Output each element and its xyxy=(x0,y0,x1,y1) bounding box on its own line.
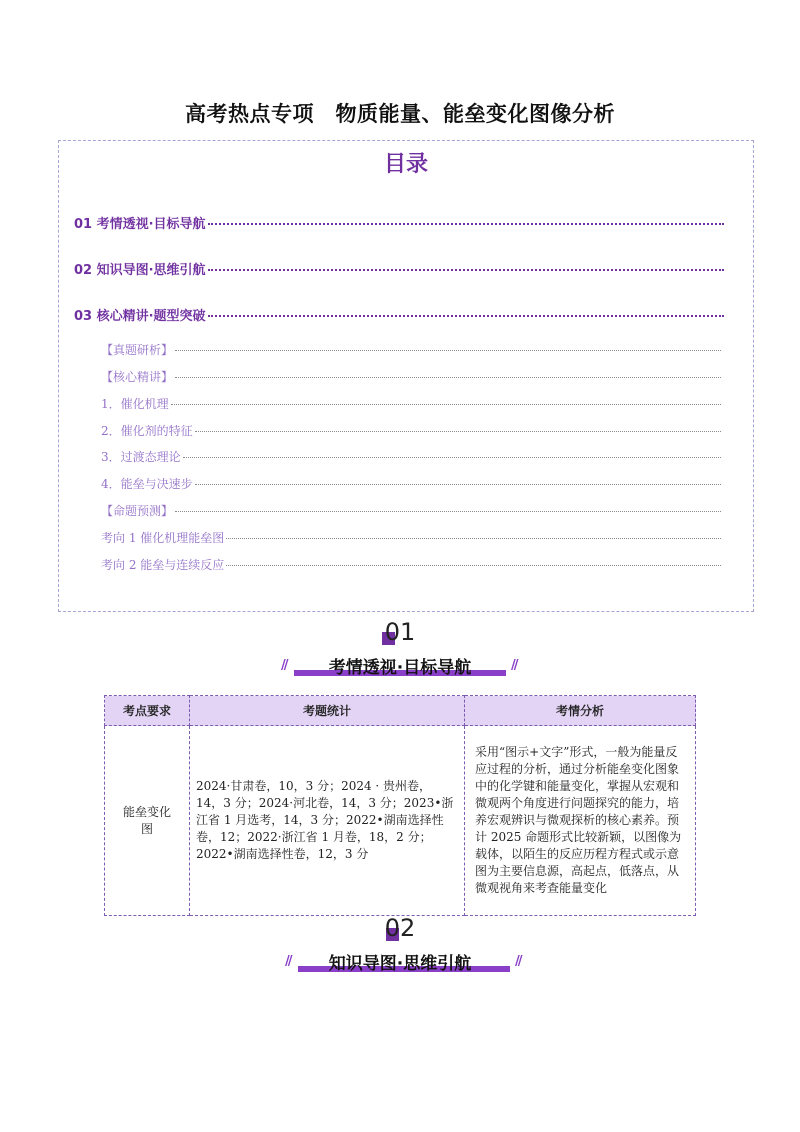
section-number: 01 xyxy=(384,618,416,646)
toc-sub-item[interactable]: 【核心精讲】 xyxy=(101,368,721,385)
toc-sub-item[interactable]: 考向 1 催化机理能垒图 xyxy=(101,529,721,546)
table-header: 考题统计 xyxy=(190,696,465,726)
slash-decoration-icon: // xyxy=(281,658,287,673)
toc-sub-item[interactable]: 2．催化剂的特征 xyxy=(101,422,721,439)
table-header: 考点要求 xyxy=(105,696,190,726)
slash-decoration-icon: // xyxy=(285,954,291,969)
toc-sub-item[interactable]: 考向 2 能垒与连续反应 xyxy=(101,556,721,573)
table-of-contents xyxy=(58,140,754,612)
table-header: 考情分析 xyxy=(465,696,696,726)
toc-heading: 目录 xyxy=(383,152,428,177)
slash-decoration-icon: // xyxy=(515,954,521,969)
toc-sub-item[interactable]: 1．催化机理 xyxy=(101,395,721,412)
toc-item-03[interactable]: 03 核心精讲·题型突破 xyxy=(74,305,724,324)
table-row xyxy=(105,726,696,916)
table-cell: 能垒变化图 xyxy=(105,726,190,916)
slash-decoration-icon: // xyxy=(511,658,517,673)
toc-item-02[interactable]: 02 知识导图·思维引航 xyxy=(74,259,724,278)
toc-sub-item[interactable]: 【真题研析】 xyxy=(101,341,721,358)
table-cell: 采用“图示+文字”形式，一般为能量反应过程的分析，通过分析能垒变化图象中的化学键和能量变化，掌握从宏观和微观两个角度进行问题探究的能力，培养宏观辨识与微观探析的核心素养。预计 2025 命题形式比较新颖，以图像为载体，以陌生的反应历程方程式或示意图为主要信息源，高起点，低落点，从微观视角来考查能量变化 xyxy=(465,726,696,916)
section-title: 知识导图·思维引航 xyxy=(328,954,472,974)
toc-item-01[interactable]: 01 考情透视·目标导航 xyxy=(74,213,724,232)
exam-analysis-table xyxy=(104,695,696,916)
toc-sub-item[interactable]: 4．能垒与决速步 xyxy=(101,475,721,492)
section-title: 考情透视·目标导航 xyxy=(328,658,472,678)
toc-sub-item[interactable]: 3．过渡态理论 xyxy=(101,448,721,465)
toc-sub-item[interactable]: 【命题预测】 xyxy=(101,502,721,519)
section-number: 02 xyxy=(384,914,416,942)
table-cell: 2024·甘肃卷，10，3 分；2024 · 贵州卷，14，3 分；2024·河北卷，14，3 分；2023•浙江省 1 月选考，14，3 分；2022•湖南选择性卷，12；2022·浙江省 1 月卷，18，2 分；2022•湖南选择性卷，12，3 分 xyxy=(190,726,465,916)
document-title: 高考热点专项 物质能量、能垒变化图像分析 xyxy=(185,102,615,126)
